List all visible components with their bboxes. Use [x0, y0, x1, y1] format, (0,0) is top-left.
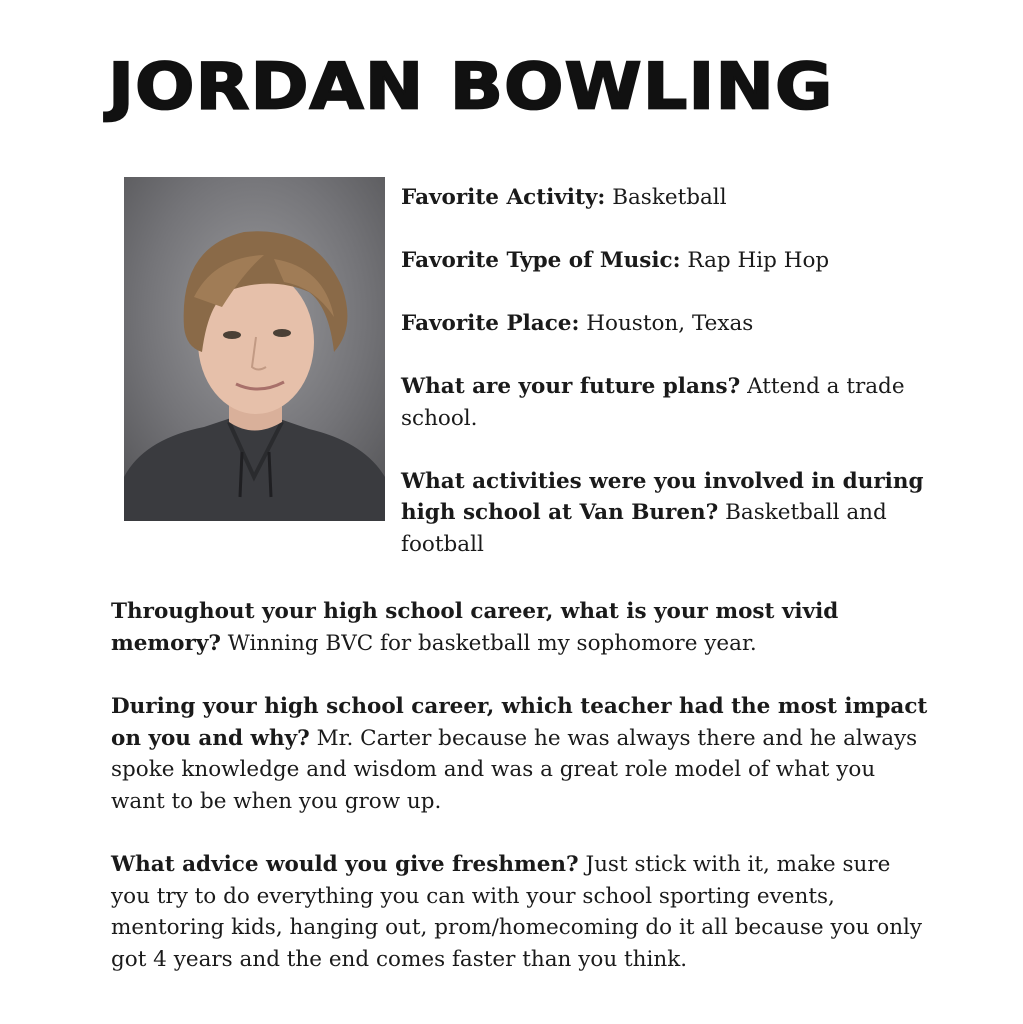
question-freshmen-advice: [111, 849, 931, 975]
answer-text: Rap Hip Hop: [687, 248, 830, 273]
question-label: What activities were you involved in during high school at Van Buren?: [401, 468, 924, 525]
answer-text: Basketball: [612, 185, 727, 210]
answer-text: Just stick with it, make sure you try to do everything you can with your school sporting events, mentoring kids, hanging out, prom/homecoming do it all because you only got 4 years and the end comes faster than you think.: [111, 852, 923, 972]
question-favorite-music: [401, 245, 926, 277]
answer-text: Houston, Texas: [586, 311, 754, 336]
student-photo: [124, 177, 385, 521]
question-future-plans: [401, 371, 926, 434]
question-teacher-impact: [111, 691, 931, 817]
question-label: Favorite Type of Music:: [401, 248, 681, 273]
question-label: During your high school career, which teacher had the most impact on you and why?: [111, 694, 928, 751]
question-favorite-activity: [401, 182, 926, 214]
question-label: Throughout your high school career, what is your most vivid memory?: [111, 599, 839, 656]
question-label: Favorite Activity:: [401, 185, 606, 210]
question-vivid-memory: [111, 596, 931, 659]
question-favorite-place: [401, 308, 926, 340]
question-label: Favorite Place:: [401, 311, 580, 336]
question-label: What advice would you give freshmen?: [111, 852, 579, 877]
main-questions: [111, 596, 931, 1007]
student-portrait-icon: [124, 177, 385, 521]
answer-text: Winning BVC for basketball my sophomore year.: [227, 630, 757, 656]
side-questions: [401, 182, 926, 592]
answer-text: Attend a trade school.: [401, 374, 905, 431]
question-label: What are your future plans?: [401, 374, 741, 399]
answer-text: Basketball and football: [401, 500, 887, 557]
question-activities: [401, 466, 926, 561]
page-title: JORDAN BOWLING: [108, 48, 834, 125]
answer-text: Mr. Carter because he was always there and he always spoke knowledge and wisdom and was a great role model of what you want to be when you grow up.: [111, 725, 918, 814]
